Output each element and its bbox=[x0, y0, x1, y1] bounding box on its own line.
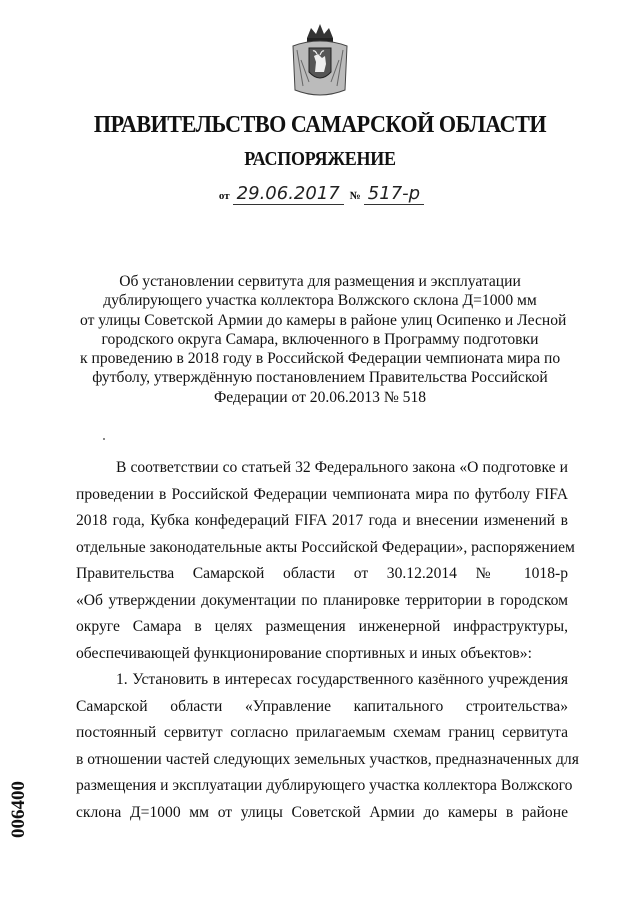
body-line: размещения и эксплуатации дублирующего участка коллектора Волжского bbox=[76, 777, 573, 794]
date-prefix: от bbox=[218, 190, 230, 202]
subject-line: городского округа Самара, включенного в Программу подготовки bbox=[101, 330, 539, 348]
government-title: ПРАВИТЕЛЬСТВО САМАРСКОЙ ОБЛАСТИ bbox=[93, 112, 547, 138]
subject-line: Федерации от 20.06.2013 № 518 bbox=[213, 388, 427, 406]
document-body bbox=[76, 455, 579, 826]
body-line: округе Самара в целях размещения инженерной инфраструктуры, bbox=[76, 618, 568, 635]
body-line: 1. Установить в интересах государственного казённого учреждения bbox=[116, 671, 568, 688]
document-date: 29.06.2017 bbox=[233, 183, 344, 205]
date-number-line bbox=[0, 183, 640, 205]
body-line: склона Д=1000 мм от улицы Советской Армии до камеры в районе bbox=[76, 803, 568, 821]
body-line: проведении в Российской Федерации чемпионата мира по футболу FIFA bbox=[76, 485, 568, 503]
body-line: 2018 года, Кубка конфедераций FIFA 2017 года и внесении изменений в bbox=[76, 512, 568, 529]
subject-line: футболу, утверждённую постановлением Правительства Российской bbox=[92, 369, 548, 387]
body-line: В соответствии со статьей 32 Федерального закона «О подготовке и bbox=[116, 459, 568, 476]
body-line: Самарской области «Управление капитального строительства» bbox=[76, 697, 568, 715]
body-line: в отношении частей следующих земельных участков, предназначенных для bbox=[76, 750, 579, 768]
body-line: обеспечивающей функционирование спортивных и иных объектов»: bbox=[76, 644, 532, 662]
subject-line: дублирующего участка коллектора Волжского склона Д=1000 мм bbox=[103, 292, 537, 310]
subject-line: Об установлении сервитута для размещения и эксплуатации bbox=[119, 273, 521, 290]
body-line: «Об утверждении документации по планировке территории в городском bbox=[76, 591, 568, 609]
document-type: РАСПОРЯЖЕНИЕ bbox=[244, 148, 396, 170]
document-number: 517-р bbox=[364, 183, 424, 205]
subject-line: к проведению в 2018 году в Российской Федерации чемпионата мира по bbox=[80, 350, 561, 368]
body-line: постоянный сервитут согласно прилагаемым схемам границ сервитута bbox=[76, 724, 568, 741]
coat-of-arms-icon bbox=[289, 20, 351, 100]
body-line: отдельные законодательные акты Российской Федерации», распоряжением bbox=[76, 538, 575, 556]
scan-speck bbox=[103, 438, 105, 440]
document-subject bbox=[80, 272, 567, 407]
number-label: № bbox=[349, 190, 361, 202]
body-line: Правительства Самарской области от 30.12.2014 № 1018-р bbox=[76, 565, 568, 582]
registration-number: 006400 bbox=[8, 781, 29, 838]
subject-line: от улицы Советской Армии до камеры в районе улиц Осипенко и Лесной bbox=[80, 311, 567, 329]
